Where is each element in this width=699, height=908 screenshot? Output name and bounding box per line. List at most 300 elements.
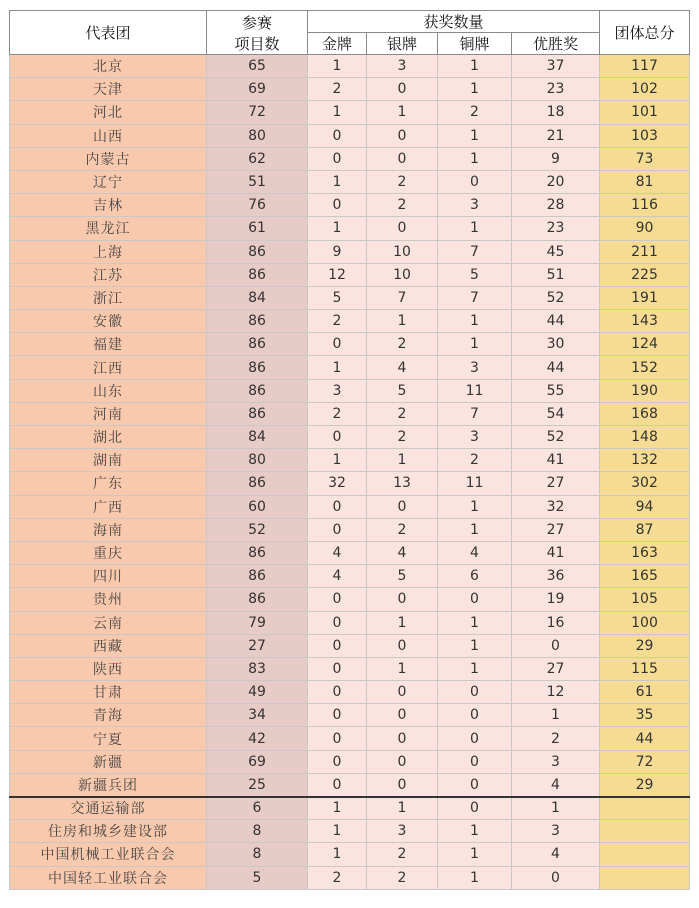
events-count-cell: 76 [207, 194, 308, 217]
gold-count-cell: 0 [308, 124, 367, 147]
silver-count-cell: 2 [367, 194, 438, 217]
bronze-count-cell: 0 [438, 750, 512, 773]
excellence-count-cell: 51 [512, 263, 600, 286]
team-total-cell: 94 [600, 495, 690, 518]
bronze-count-cell: 7 [438, 286, 512, 309]
excellence-count-cell: 37 [512, 55, 600, 78]
silver-count-cell: 5 [367, 565, 438, 588]
delegation-name-cell: 浙江 [10, 286, 207, 309]
gold-count-cell: 1 [308, 843, 367, 866]
silver-count-cell: 1 [367, 611, 438, 634]
events-count-cell: 27 [207, 634, 308, 657]
delegation-name-cell: 中国机械工业联合会 [10, 843, 207, 866]
table-row [10, 681, 690, 704]
silver-count-cell: 0 [367, 750, 438, 773]
silver-count-cell: 0 [367, 495, 438, 518]
bronze-count-cell: 1 [438, 518, 512, 541]
bronze-count-cell: 1 [438, 78, 512, 101]
table-row [10, 426, 690, 449]
bronze-count-cell: 6 [438, 565, 512, 588]
gold-count-cell: 0 [308, 704, 367, 727]
table-row [10, 634, 690, 657]
bronze-count-cell: 1 [438, 310, 512, 333]
header-events-line2: 项目数 [234, 34, 280, 53]
results-table-container [9, 10, 690, 890]
table-row [10, 194, 690, 217]
silver-count-cell: 0 [367, 217, 438, 240]
silver-count-cell: 1 [367, 101, 438, 124]
delegation-name-cell: 西藏 [10, 634, 207, 657]
header-total: 团体总分 [600, 11, 690, 55]
bronze-count-cell: 0 [438, 170, 512, 193]
events-count-cell: 62 [207, 147, 308, 170]
excellence-count-cell: 41 [512, 541, 600, 564]
table-row [10, 286, 690, 309]
excellence-count-cell: 19 [512, 588, 600, 611]
team-total-cell: 124 [600, 333, 690, 356]
silver-count-cell: 0 [367, 588, 438, 611]
table-row [10, 565, 690, 588]
excellence-count-cell: 0 [512, 634, 600, 657]
gold-count-cell: 32 [308, 472, 367, 495]
events-count-cell: 65 [207, 55, 308, 78]
silver-count-cell: 2 [367, 333, 438, 356]
events-count-cell: 51 [207, 170, 308, 193]
gold-count-cell: 2 [308, 78, 367, 101]
gold-count-cell: 1 [308, 356, 367, 379]
bronze-count-cell: 2 [438, 101, 512, 124]
gold-count-cell: 12 [308, 263, 367, 286]
delegation-name-cell: 海南 [10, 518, 207, 541]
team-total-cell: 168 [600, 402, 690, 425]
table-row [10, 541, 690, 564]
delegation-name-cell: 中国轻工业联合会 [10, 866, 207, 889]
table-row [10, 356, 690, 379]
table-row [10, 147, 690, 170]
gold-count-cell: 0 [308, 588, 367, 611]
excellence-count-cell: 12 [512, 681, 600, 704]
excellence-count-cell: 21 [512, 124, 600, 147]
excellence-count-cell: 23 [512, 78, 600, 101]
silver-count-cell: 2 [367, 402, 438, 425]
events-count-cell: 8 [207, 843, 308, 866]
excellence-count-cell: 52 [512, 286, 600, 309]
table-row [10, 124, 690, 147]
bronze-count-cell: 1 [438, 217, 512, 240]
team-total-cell: 116 [600, 194, 690, 217]
table-row [10, 217, 690, 240]
team-total-cell: 44 [600, 727, 690, 750]
delegation-name-cell: 广东 [10, 472, 207, 495]
silver-count-cell: 0 [367, 78, 438, 101]
events-count-cell: 83 [207, 657, 308, 680]
header-silver: 银牌 [367, 33, 438, 55]
events-count-cell: 86 [207, 356, 308, 379]
bronze-count-cell: 0 [438, 588, 512, 611]
team-total-cell: 115 [600, 657, 690, 680]
gold-count-cell: 1 [308, 101, 367, 124]
gold-count-cell: 1 [308, 55, 367, 78]
silver-count-cell: 4 [367, 541, 438, 564]
events-count-cell: 69 [207, 78, 308, 101]
delegation-name-cell: 云南 [10, 611, 207, 634]
table-row [10, 495, 690, 518]
team-total-cell: 152 [600, 356, 690, 379]
team-total-cell: 191 [600, 286, 690, 309]
delegation-name-cell: 甘肃 [10, 681, 207, 704]
excellence-count-cell: 27 [512, 472, 600, 495]
silver-count-cell: 13 [367, 472, 438, 495]
table-row [10, 55, 690, 78]
table-row [10, 704, 690, 727]
excellence-count-cell: 28 [512, 194, 600, 217]
team-total-cell: 302 [600, 472, 690, 495]
delegation-name-cell: 江西 [10, 356, 207, 379]
silver-count-cell: 2 [367, 518, 438, 541]
team-total-cell: 29 [600, 773, 690, 796]
table-row [10, 843, 690, 866]
gold-count-cell: 3 [308, 379, 367, 402]
events-count-cell: 25 [207, 773, 308, 796]
team-total-cell [600, 843, 690, 866]
table-row [10, 797, 690, 820]
header-gold: 金牌 [308, 33, 367, 55]
silver-count-cell: 2 [367, 426, 438, 449]
silver-count-cell: 1 [367, 657, 438, 680]
excellence-count-cell: 44 [512, 310, 600, 333]
delegation-name-cell: 山西 [10, 124, 207, 147]
gold-count-cell: 5 [308, 286, 367, 309]
delegation-name-cell: 新疆兵团 [10, 773, 207, 796]
silver-count-cell: 7 [367, 286, 438, 309]
delegation-name-cell: 陕西 [10, 657, 207, 680]
events-count-cell: 84 [207, 286, 308, 309]
header-delegation: 代表团 [10, 11, 207, 55]
team-total-cell [600, 820, 690, 843]
gold-count-cell: 0 [308, 147, 367, 170]
table-row [10, 773, 690, 796]
table-row [10, 588, 690, 611]
team-total-cell: 165 [600, 565, 690, 588]
gold-count-cell: 1 [308, 820, 367, 843]
events-count-cell: 86 [207, 541, 308, 564]
team-total-cell: 102 [600, 78, 690, 101]
excellence-count-cell: 44 [512, 356, 600, 379]
team-total-cell: 143 [600, 310, 690, 333]
silver-count-cell: 0 [367, 773, 438, 796]
silver-count-cell: 1 [367, 797, 438, 820]
team-total-cell: 35 [600, 704, 690, 727]
excellence-count-cell: 41 [512, 449, 600, 472]
bronze-count-cell: 0 [438, 727, 512, 750]
events-count-cell: 49 [207, 681, 308, 704]
silver-count-cell: 10 [367, 240, 438, 263]
table-row [10, 170, 690, 193]
gold-count-cell: 0 [308, 611, 367, 634]
events-count-cell: 69 [207, 750, 308, 773]
excellence-count-cell: 3 [512, 820, 600, 843]
gold-count-cell: 0 [308, 681, 367, 704]
gold-count-cell: 0 [308, 773, 367, 796]
bronze-count-cell: 1 [438, 333, 512, 356]
team-total-cell: 148 [600, 426, 690, 449]
bronze-count-cell: 1 [438, 866, 512, 889]
gold-count-cell: 4 [308, 565, 367, 588]
gold-count-cell: 0 [308, 495, 367, 518]
delegation-name-cell: 贵州 [10, 588, 207, 611]
gold-count-cell: 9 [308, 240, 367, 263]
silver-count-cell: 3 [367, 820, 438, 843]
gold-count-cell: 0 [308, 657, 367, 680]
bronze-count-cell: 1 [438, 147, 512, 170]
gold-count-cell: 0 [308, 634, 367, 657]
bronze-count-cell: 2 [438, 449, 512, 472]
delegation-name-cell: 安徽 [10, 310, 207, 333]
bronze-count-cell: 3 [438, 356, 512, 379]
table-row [10, 449, 690, 472]
delegation-name-cell: 河北 [10, 101, 207, 124]
delegation-name-cell: 宁夏 [10, 727, 207, 750]
excellence-count-cell: 27 [512, 657, 600, 680]
team-total-cell: 72 [600, 750, 690, 773]
excellence-count-cell: 1 [512, 704, 600, 727]
excellence-count-cell: 3 [512, 750, 600, 773]
header-awards: 获奖数量 [308, 11, 600, 33]
gold-count-cell: 1 [308, 797, 367, 820]
province-rows [10, 55, 690, 797]
excellence-count-cell: 4 [512, 843, 600, 866]
table-header [10, 11, 690, 55]
bronze-count-cell: 1 [438, 495, 512, 518]
gold-count-cell: 0 [308, 333, 367, 356]
table-row [10, 472, 690, 495]
table-row [10, 240, 690, 263]
excellence-count-cell: 18 [512, 101, 600, 124]
silver-count-cell: 0 [367, 681, 438, 704]
delegation-name-cell: 广西 [10, 495, 207, 518]
table-row [10, 866, 690, 889]
gold-count-cell: 1 [308, 449, 367, 472]
team-total-cell: 81 [600, 170, 690, 193]
bronze-count-cell: 1 [438, 657, 512, 680]
delegation-name-cell: 上海 [10, 240, 207, 263]
gold-count-cell: 2 [308, 310, 367, 333]
events-count-cell: 60 [207, 495, 308, 518]
silver-count-cell: 10 [367, 263, 438, 286]
header-events-line1: 参赛 [241, 13, 272, 32]
silver-count-cell: 2 [367, 170, 438, 193]
bronze-count-cell: 0 [438, 681, 512, 704]
delegation-name-cell: 北京 [10, 55, 207, 78]
silver-count-cell: 0 [367, 727, 438, 750]
team-total-cell: 61 [600, 681, 690, 704]
delegation-name-cell: 新疆 [10, 750, 207, 773]
gold-count-cell: 0 [308, 426, 367, 449]
bronze-count-cell: 11 [438, 379, 512, 402]
team-total-cell: 211 [600, 240, 690, 263]
table-row [10, 820, 690, 843]
delegation-name-cell: 黑龙江 [10, 217, 207, 240]
silver-count-cell: 2 [367, 866, 438, 889]
gold-count-cell: 4 [308, 541, 367, 564]
events-count-cell: 86 [207, 333, 308, 356]
events-count-cell: 5 [207, 866, 308, 889]
bronze-count-cell: 7 [438, 240, 512, 263]
table-row [10, 657, 690, 680]
silver-count-cell: 0 [367, 704, 438, 727]
bronze-count-cell: 1 [438, 843, 512, 866]
delegation-name-cell: 湖北 [10, 426, 207, 449]
bronze-count-cell: 4 [438, 541, 512, 564]
bronze-count-cell: 0 [438, 773, 512, 796]
excellence-count-cell: 27 [512, 518, 600, 541]
gold-count-cell: 0 [308, 518, 367, 541]
excellence-count-cell: 30 [512, 333, 600, 356]
excellence-count-cell: 0 [512, 866, 600, 889]
bronze-count-cell: 11 [438, 472, 512, 495]
silver-count-cell: 2 [367, 843, 438, 866]
events-count-cell: 80 [207, 124, 308, 147]
delegation-name-cell: 四川 [10, 565, 207, 588]
excellence-count-cell: 16 [512, 611, 600, 634]
delegation-name-cell: 湖南 [10, 449, 207, 472]
excellence-count-cell: 23 [512, 217, 600, 240]
team-total-cell: 90 [600, 217, 690, 240]
bronze-count-cell: 1 [438, 611, 512, 634]
team-total-cell: 117 [600, 55, 690, 78]
team-total-cell [600, 797, 690, 820]
bronze-count-cell: 0 [438, 704, 512, 727]
team-total-cell: 73 [600, 147, 690, 170]
table-row [10, 611, 690, 634]
events-count-cell: 61 [207, 217, 308, 240]
gold-count-cell: 2 [308, 866, 367, 889]
silver-count-cell: 3 [367, 55, 438, 78]
delegation-name-cell: 重庆 [10, 541, 207, 564]
delegation-name-cell: 辽宁 [10, 170, 207, 193]
delegation-name-cell: 吉林 [10, 194, 207, 217]
events-count-cell: 72 [207, 101, 308, 124]
events-count-cell: 6 [207, 797, 308, 820]
delegation-name-cell: 福建 [10, 333, 207, 356]
bronze-count-cell: 7 [438, 402, 512, 425]
delegation-name-cell: 内蒙古 [10, 147, 207, 170]
bronze-count-cell: 1 [438, 124, 512, 147]
events-count-cell: 86 [207, 472, 308, 495]
table-row [10, 333, 690, 356]
table-row [10, 101, 690, 124]
silver-count-cell: 1 [367, 449, 438, 472]
table-row [10, 518, 690, 541]
delegation-name-cell: 江苏 [10, 263, 207, 286]
excellence-count-cell: 52 [512, 426, 600, 449]
table-row [10, 78, 690, 101]
team-total-cell: 103 [600, 124, 690, 147]
events-count-cell: 86 [207, 310, 308, 333]
header-events [207, 11, 308, 55]
header-bronze: 铜牌 [438, 33, 512, 55]
table-row [10, 379, 690, 402]
bronze-count-cell: 5 [438, 263, 512, 286]
results-table [9, 10, 690, 890]
delegation-name-cell: 青海 [10, 704, 207, 727]
team-total-cell: 163 [600, 541, 690, 564]
silver-count-cell: 1 [367, 310, 438, 333]
table-row [10, 310, 690, 333]
bronze-count-cell: 3 [438, 426, 512, 449]
team-total-cell: 132 [600, 449, 690, 472]
team-total-cell: 87 [600, 518, 690, 541]
delegation-name-cell: 天津 [10, 78, 207, 101]
excellence-count-cell: 32 [512, 495, 600, 518]
team-total-cell: 190 [600, 379, 690, 402]
events-count-cell: 86 [207, 263, 308, 286]
team-total-cell: 29 [600, 634, 690, 657]
excellence-count-cell: 20 [512, 170, 600, 193]
events-count-cell: 34 [207, 704, 308, 727]
excellence-count-cell: 9 [512, 147, 600, 170]
table-row [10, 263, 690, 286]
events-count-cell: 52 [207, 518, 308, 541]
delegation-name-cell: 交通运输部 [10, 797, 207, 820]
bronze-count-cell: 1 [438, 55, 512, 78]
gold-count-cell: 0 [308, 750, 367, 773]
events-count-cell: 86 [207, 379, 308, 402]
team-total-cell: 225 [600, 263, 690, 286]
gold-count-cell: 0 [308, 194, 367, 217]
team-total-cell: 105 [600, 588, 690, 611]
excellence-count-cell: 4 [512, 773, 600, 796]
gold-count-cell: 1 [308, 170, 367, 193]
delegation-name-cell: 山东 [10, 379, 207, 402]
excellence-count-cell: 54 [512, 402, 600, 425]
events-count-cell: 86 [207, 240, 308, 263]
events-count-cell: 79 [207, 611, 308, 634]
table-row [10, 750, 690, 773]
department-rows [10, 797, 690, 890]
header-excellence: 优胜奖 [512, 33, 600, 55]
bronze-count-cell: 3 [438, 194, 512, 217]
bronze-count-cell: 0 [438, 797, 512, 820]
silver-count-cell: 0 [367, 634, 438, 657]
gold-count-cell: 0 [308, 727, 367, 750]
silver-count-cell: 4 [367, 356, 438, 379]
gold-count-cell: 2 [308, 402, 367, 425]
excellence-count-cell: 55 [512, 379, 600, 402]
bronze-count-cell: 1 [438, 634, 512, 657]
events-count-cell: 86 [207, 588, 308, 611]
silver-count-cell: 0 [367, 147, 438, 170]
excellence-count-cell: 45 [512, 240, 600, 263]
silver-count-cell: 5 [367, 379, 438, 402]
delegation-name-cell: 住房和城乡建设部 [10, 820, 207, 843]
excellence-count-cell: 36 [512, 565, 600, 588]
events-count-cell: 8 [207, 820, 308, 843]
delegation-name-cell: 河南 [10, 402, 207, 425]
bronze-count-cell: 1 [438, 820, 512, 843]
events-count-cell: 86 [207, 402, 308, 425]
excellence-count-cell: 2 [512, 727, 600, 750]
team-total-cell: 100 [600, 611, 690, 634]
table-row [10, 402, 690, 425]
events-count-cell: 84 [207, 426, 308, 449]
team-total-cell [600, 866, 690, 889]
team-total-cell: 101 [600, 101, 690, 124]
excellence-count-cell: 1 [512, 797, 600, 820]
gold-count-cell: 1 [308, 217, 367, 240]
events-count-cell: 80 [207, 449, 308, 472]
silver-count-cell: 0 [367, 124, 438, 147]
